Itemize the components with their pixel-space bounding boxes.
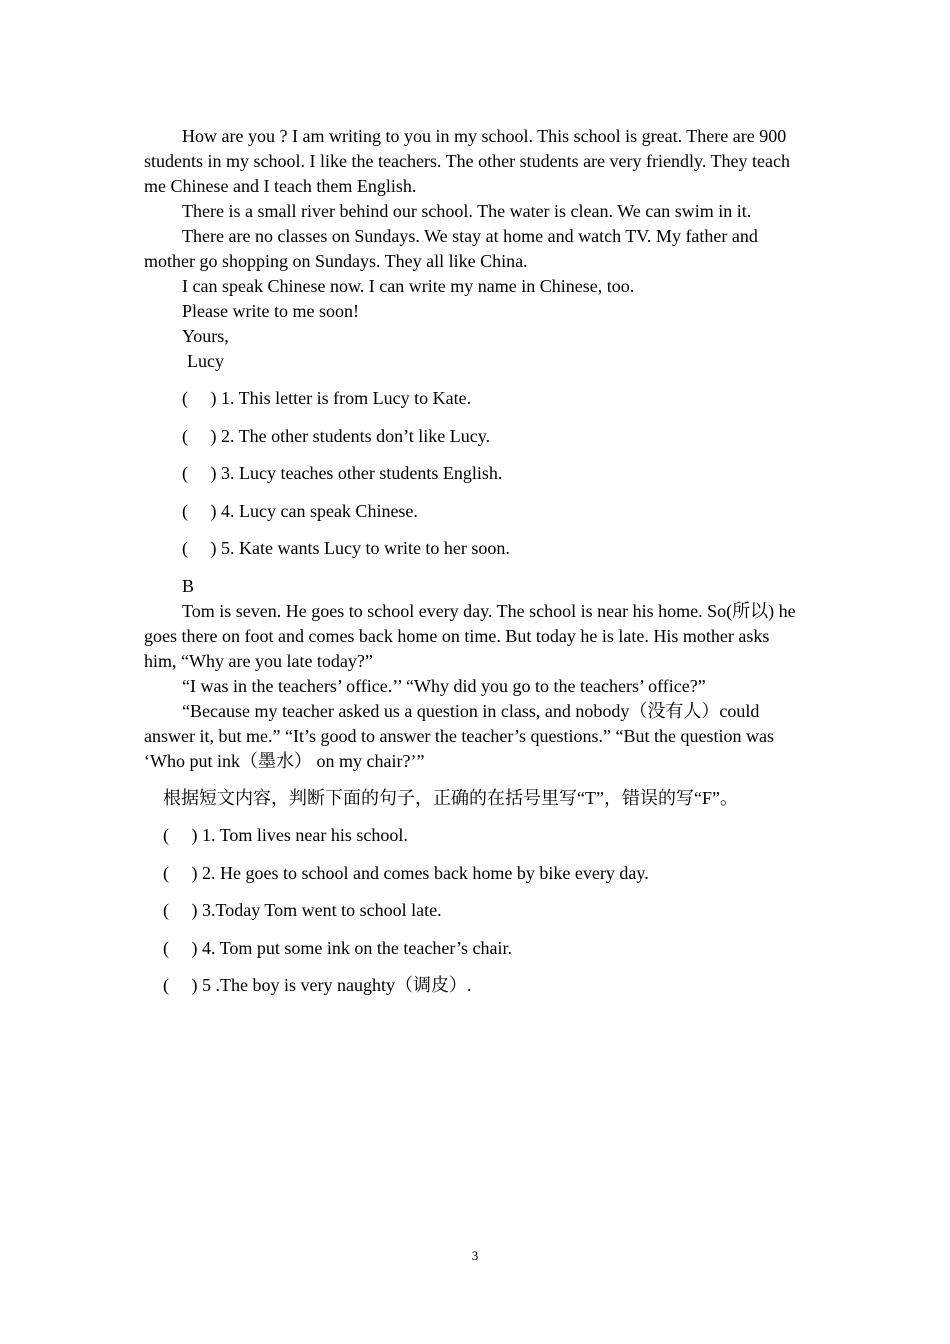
passage-a-questions	[144, 386, 806, 561]
passage-a-paragraph-2: There is a small river behind our school. The water is clean. We can swim in it.	[182, 201, 752, 221]
passage-b-paragraph-2: “I was in the teachers’ office.’’ “Why did you go to the teachers’ office?”	[182, 675, 706, 696]
passage-b-paragraph-1: Tom is seven. He goes to school every day. The school is near his home. So(所以) he goes there on foot and comes back home on time. But today he is late. His mother asks him, “Why are you late today?”	[144, 600, 796, 671]
question-b-4: ( ) 4. Tom put some ink on the teacher’s chair.	[163, 937, 512, 958]
passage-a-line-2: Please write to me soon!	[182, 301, 359, 321]
passage-a-paragraph-3: There are no classes on Sundays. We stay at home and watch TV. My father and mother go shopping on Sundays. They all like China.	[144, 226, 758, 271]
question-a-5: ( ) 5. Kate wants Lucy to write to her soon.	[182, 538, 510, 558]
question-a-1: ( ) 1. This letter is from Lucy to Kate.	[182, 388, 472, 408]
passage-b-instruction: 根据短文内容，判断下面的句子，正确的在括号里写“T”，错误的写“F”。	[163, 787, 738, 808]
section-b-label: B	[182, 575, 195, 596]
document-page	[144, 124, 806, 1011]
question-a-4: ( ) 4. Lucy can speak Chinese.	[182, 500, 418, 521]
question-a-3: ( ) 3. Lucy teaches other students English.	[182, 463, 503, 483]
question-b-2: ( ) 2. He goes to school and comes back home by bike every day.	[163, 862, 649, 883]
question-a-2: ( ) 2. The other students don’t like Lucy.	[182, 425, 491, 446]
passage-a-paragraph-1: How are you ? I am writing to you in my school. This school is great. There are 900 students in my school. I like the teachers. The other students are very friendly. They teach me Chinese and I teach them English.	[144, 126, 790, 196]
passage-a-line-1: I can speak Chinese now. I can write my name in Chinese, too.	[182, 276, 635, 296]
question-b-1: ( ) 1. Tom lives near his school.	[163, 825, 408, 845]
question-b-5: ( ) 5 .The boy is very naughty（调皮）.	[163, 975, 472, 995]
passage-a-closing: Yours,	[182, 326, 229, 346]
passage-a-signature: Lucy	[187, 351, 224, 371]
passage-b-paragraph-3: “Because my teacher asked us a question in class, and nobody（没有人）could answer it, but me.” “It’s good to answer the teacher’s questions.” “But the question was ‘Who put ink（墨水） on my chair?’”	[144, 700, 775, 771]
page-number: 3	[471, 1248, 479, 1263]
question-b-3: ( ) 3.Today Tom went to school late.	[163, 900, 442, 920]
passage-b-questions	[144, 823, 806, 998]
